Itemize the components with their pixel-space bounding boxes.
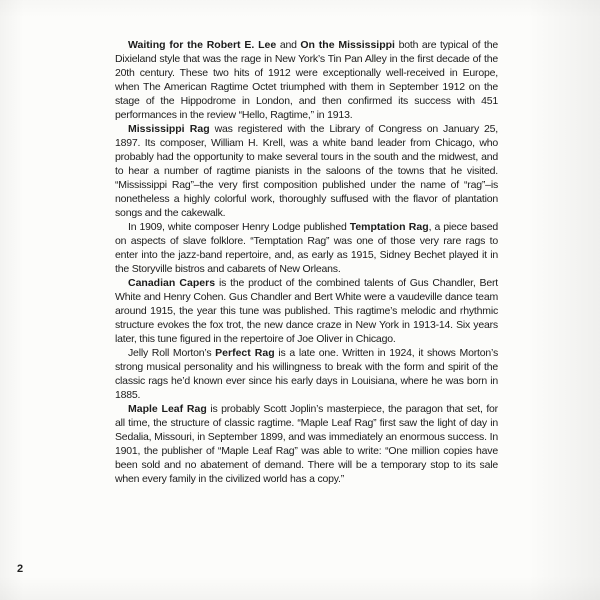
- paragraph: [115, 402, 498, 486]
- paragraph: [115, 276, 498, 346]
- text-run: Jelly Roll Morton’s: [128, 347, 216, 359]
- text-run: and: [276, 39, 301, 51]
- text-run: was registered with the Library of Congress on January 25, 1897. Its composer, William H. Krell, was a white band leader from Chicago, who probably had the opportunity to make several tours in the south and the midwest, and to hear a number of ragtime pianists in the saloons of the towns that he visited. “Mississippi Rag”–the very first composition published under the name of “rag”–is nonetheless a highly colorful work, thoroughly suffused with the flavor of plantation songs and the cakewalk.: [115, 123, 498, 219]
- text-run: is a late one. Written in 1924, it shows Morton’s strong musical personality and his willingness to break with the form and spirit of the classic rags he’d known ever since his early days in Louisiana, where he was born in 1885.: [115, 347, 499, 401]
- paragraph: [115, 220, 498, 276]
- paragraph: [115, 122, 498, 220]
- text-run: both are typical of the Dixieland style that was the rage in New York’s Tin Pan Alley in the first decade of the 20th century. These two hits of 1912 were exceptionally well-received in Europe, when The American Ragtime Octet triumphed with them in September 1912 on the stage of the Hippodrome in London, and then confirmed its success with 451 performances in the review “Hello, Ragtime,” in 1913.: [115, 39, 498, 121]
- page-number: 2: [17, 563, 24, 575]
- text-run: In 1909, white composer Henry Lodge published: [128, 221, 350, 233]
- liner-notes-text: [115, 38, 498, 486]
- song-title: On the Mississippi: [300, 39, 395, 51]
- paragraph: [115, 38, 498, 122]
- song-title: Perfect Rag: [215, 347, 275, 359]
- text-run: is probably Scott Joplin’s masterpiece, the paragon that set, for all time, the structure of classic ragtime. “Maple Leaf Rag” first saw the light of day in Sedalia, Missouri, in September 1899, and was immediately an enormous success. In 1901, the publisher of “Maple Leaf Rag” was able to write: “One million copies have been sold and no abatement of demand. There will be a temporary stop to its sale when every family in the civilized world has a copy.”: [115, 403, 498, 485]
- song-title: Canadian Capers: [128, 277, 216, 289]
- song-title: Maple Leaf Rag: [128, 403, 207, 415]
- song-title: Mississippi Rag: [128, 123, 210, 135]
- paragraph: [115, 346, 498, 402]
- song-title: Temptation Rag: [349, 221, 429, 233]
- text-run: is the product of the combined talents of Gus Chandler, Bert White and Henry Cohen. Gus Chandler and Bert White were a vaudeville dance team around 1915, the year this tune was published. This ragtime’s melodic and rhythmic structure evokes the fox trot, the new dance craze in New York in 1913-14. Six years later, this tune figured in the repertoire of Joe Oliver in Chicago.: [115, 277, 498, 345]
- song-title: Waiting for the Robert E. Lee: [128, 39, 277, 51]
- text-run: , a piece based on aspects of slave folklore. “Temptation Rag” was one of those very rare rags to enter into the jazz-band repertoire, and, as early as 1915, Sidney Bechet played it in the Storyville bistros and cabarets of New Orleans.: [115, 221, 499, 275]
